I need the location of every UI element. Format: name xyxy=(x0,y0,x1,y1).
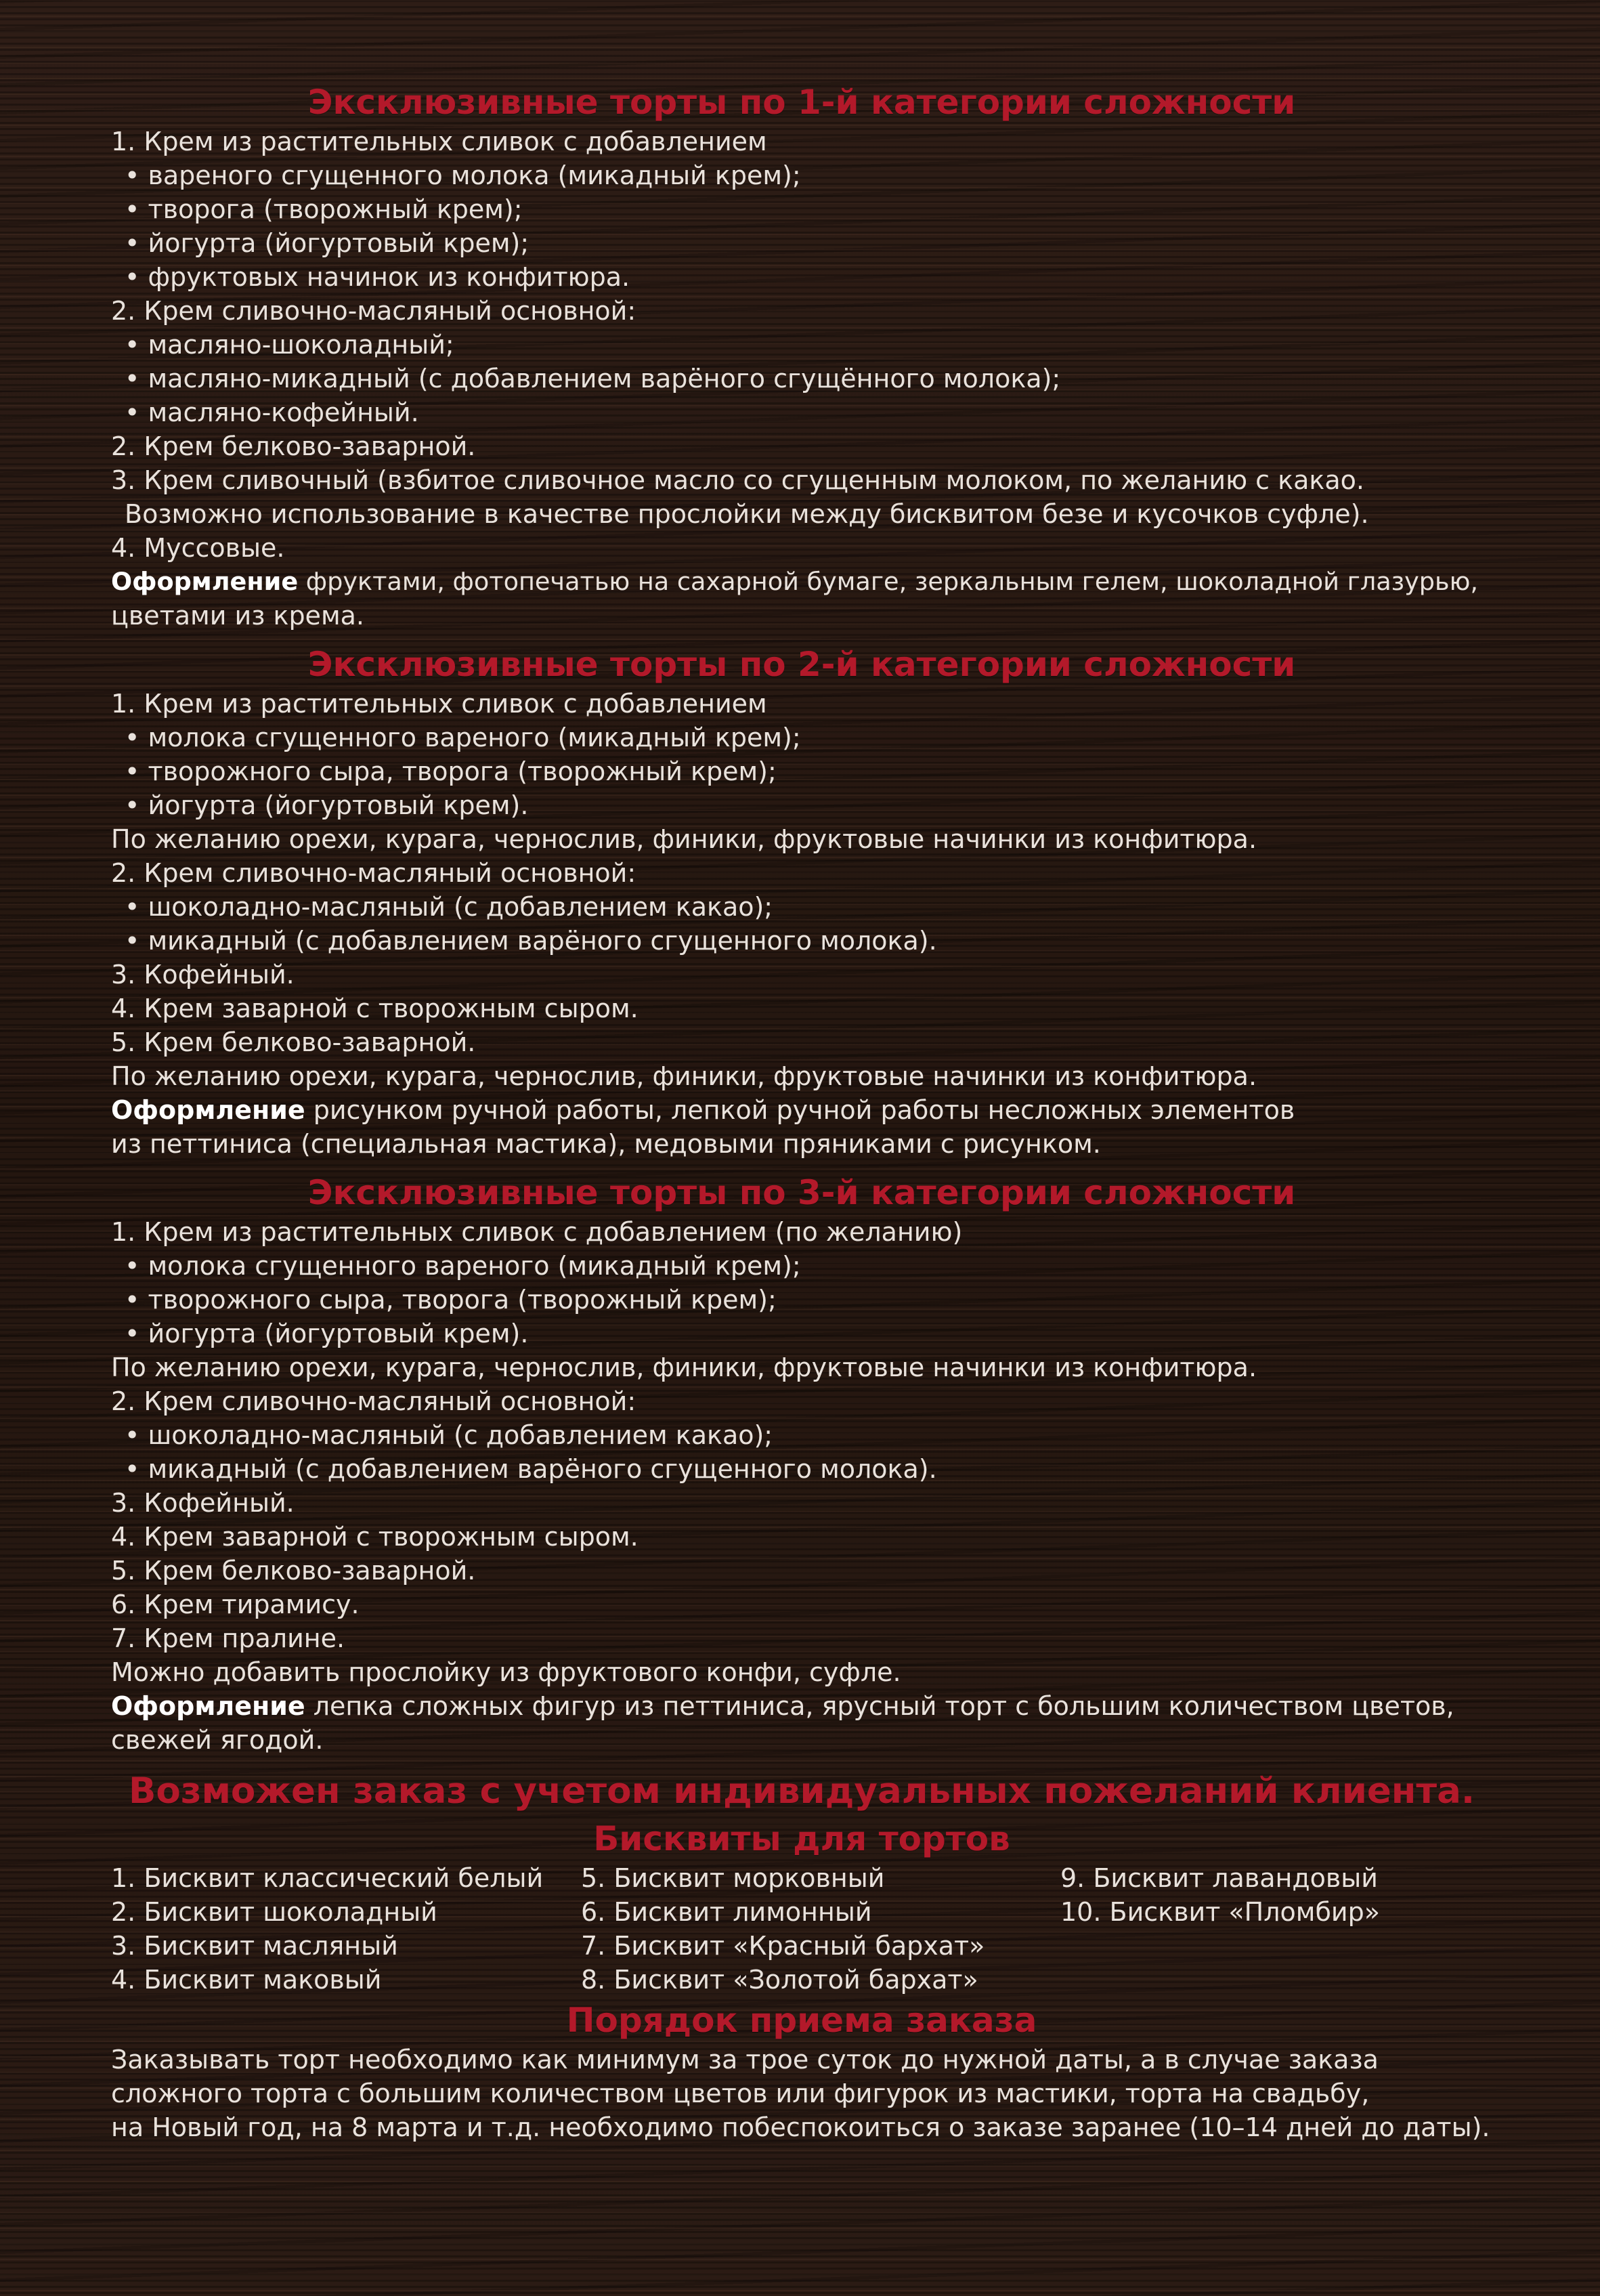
item-text: • шоколадно-масляный (с добавлением какао); xyxy=(125,892,773,922)
sponges-grid xyxy=(111,1861,1492,1997)
bullet-item xyxy=(111,226,1492,260)
sponge-item: 2. Бисквит шоколадный xyxy=(111,1897,437,1927)
item-text: По желанию орехи, курага, чернослив, финики, фруктовые начинки из конфитюра. xyxy=(111,1353,1257,1382)
item-text: 4. Муссовые. xyxy=(111,533,285,563)
custom-order-title: Возможен заказ с учетом индивидуальных пожеланий клиента. xyxy=(128,1770,1475,1812)
bullet-item xyxy=(111,721,1492,754)
list-item xyxy=(111,294,1492,328)
item-text: По желанию орехи, курага, чернослив, финики, фруктовые начинки из конфитюра. xyxy=(111,1061,1257,1091)
section-title: Эксклюзивные торты по 2-й категории сложности xyxy=(307,645,1296,684)
list-item xyxy=(111,125,1492,158)
decoration-text: из петтиниса (специальная мастика), медовыми пряниками с рисунком. xyxy=(111,1129,1101,1159)
item-text: • масляно-микадный (с добавлением варёного сгущённого молока); xyxy=(125,364,1060,394)
sponges-column xyxy=(111,1861,581,1997)
list-item xyxy=(111,429,1492,463)
decoration-line xyxy=(111,1127,1492,1161)
list-item xyxy=(111,856,1492,890)
order-text-line: сложного торта с большим количеством цветов или фигурок из мастики, торта на свадьбу, xyxy=(111,2079,1370,2108)
item-text: 3. Кофейный. xyxy=(111,1488,295,1518)
list-item xyxy=(111,1486,1492,1520)
list-item xyxy=(111,1554,1492,1588)
item-text: • шоколадно-масляный (с добавлением какао); xyxy=(125,1420,773,1450)
list-item xyxy=(111,1621,1492,1655)
sponge-item: 1. Бисквит классический белый xyxy=(111,1863,544,1893)
sponge-item: 8. Бисквит «Золотой бархат» xyxy=(581,1965,978,1995)
sponge-item: 10. Бисквит «Пломбир» xyxy=(1060,1897,1380,1927)
item-text: 2. Крем сливочно-масляный основной: xyxy=(111,296,636,326)
bullet-item xyxy=(111,362,1492,396)
item-text: • творожного сыра, творога (творожный крем); xyxy=(125,757,777,786)
item-text: • масляно-шоколадный; xyxy=(125,330,454,360)
list-item xyxy=(111,1351,1492,1384)
cake-category-section xyxy=(111,1170,1492,1757)
bullet-item xyxy=(111,260,1492,294)
list-item xyxy=(111,463,1492,497)
list-item xyxy=(111,1588,1492,1621)
item-text: 4. Крем заварной с творожным сыром. xyxy=(111,994,639,1023)
decoration-label: Оформление xyxy=(111,1095,305,1125)
sponge-item: 7. Бисквит «Красный бархат» xyxy=(581,1931,985,1961)
bullet-item xyxy=(111,890,1492,924)
item-text: 5. Крем белково-заварной. xyxy=(111,1027,476,1057)
section-title: Эксклюзивные торты по 1-й категории сложности xyxy=(307,83,1296,122)
list-item xyxy=(111,1025,1492,1059)
item-text: Можно добавить прослойку из фруктового конфи, суфле. xyxy=(111,1657,901,1687)
list-item xyxy=(111,822,1492,856)
bullet-item xyxy=(111,924,1492,958)
item-text: 5. Крем белково-заварной. xyxy=(111,1556,476,1586)
list-item xyxy=(111,531,1492,565)
item-text: • молока сгущенного вареного (микадный крем); xyxy=(125,723,801,752)
item-text: 7. Крем пралине. xyxy=(111,1623,345,1653)
bullet-item xyxy=(111,328,1492,362)
order-text-line: Заказывать торт необходимо как минимум за трое суток до нужной даты, а в случае заказа xyxy=(111,2045,1379,2075)
item-text: 1. Крем из растительных сливок с добавлением (по желанию) xyxy=(111,1217,963,1247)
item-text: 3. Кофейный. xyxy=(111,960,295,990)
item-text: 2. Крем сливочно-масляный основной: xyxy=(111,858,636,888)
decoration-line xyxy=(111,1723,1492,1757)
sponge-item: 9. Бисквит лавандовый xyxy=(1060,1863,1378,1893)
bullet-item xyxy=(111,1283,1492,1317)
item-text: 1. Крем из растительных сливок с добавлением xyxy=(111,689,767,719)
sponges-title: Бисквиты для тортов xyxy=(593,1819,1010,1858)
decoration-text: рисунком ручной работы, лепкой ручной работы несложных элементов xyxy=(305,1095,1295,1125)
item-text: Возможно использование в качестве прослойки между бисквитом безе и кусочков суфле). xyxy=(125,499,1369,529)
list-item xyxy=(111,1384,1492,1418)
bullet-item xyxy=(111,192,1492,226)
decoration-text: фруктами, фотопечатью на сахарной бумаге, зеркальным гелем, шоколадной глазурью, xyxy=(298,567,1479,596)
section-title: Эксклюзивные торты по 3-й категории сложности xyxy=(307,1173,1296,1212)
sponges-column xyxy=(581,1861,1060,1997)
item-text: • творога (творожный крем); xyxy=(125,194,523,224)
list-item xyxy=(111,1520,1492,1554)
sponge-item: 6. Бисквит лимонный xyxy=(581,1897,872,1927)
item-text: 2. Крем сливочно-масляный основной: xyxy=(111,1386,636,1416)
cake-category-section xyxy=(111,80,1492,633)
bullet-item xyxy=(111,754,1492,788)
list-item xyxy=(111,687,1492,721)
item-text: 2. Крем белково-заварной. xyxy=(111,431,476,461)
decoration-text: свежей ягодой. xyxy=(111,1725,324,1755)
decoration-label: Оформление xyxy=(111,1691,305,1721)
item-text: • микадный (с добавлением варёного сгущенного молока). xyxy=(125,1454,937,1484)
item-text: По желанию орехи, курага, чернослив, финики, фруктовые начинки из конфитюра. xyxy=(111,824,1257,854)
decoration-line xyxy=(111,1093,1492,1127)
bullet-item xyxy=(111,1249,1492,1283)
sponges-column xyxy=(1060,1861,1467,1997)
decoration-line xyxy=(111,565,1492,599)
sponge-item: 3. Бисквит масляный xyxy=(111,1931,398,1961)
item-text: • творожного сыра, творога (творожный крем); xyxy=(125,1285,777,1315)
cake-category-section xyxy=(111,642,1492,1161)
item-text: 3. Крем сливочный (взбитое сливочное масло со сгущенным молоком, по желанию с какао. xyxy=(111,465,1364,495)
bullet-item xyxy=(111,1317,1492,1351)
item-text: • йогурта (йогуртовый крем). xyxy=(125,790,528,820)
item-text: • микадный (с добавлением варёного сгущенного молока). xyxy=(125,926,937,956)
item-text: • молока сгущенного вареного (микадный крем); xyxy=(125,1251,801,1281)
list-item xyxy=(111,1059,1492,1093)
bullet-item xyxy=(111,396,1492,429)
decoration-line xyxy=(111,599,1492,633)
item-text: • йогурта (йогуртовый крем). xyxy=(125,1319,528,1348)
list-item xyxy=(111,497,1492,531)
sponge-item: 4. Бисквит маковый xyxy=(111,1965,382,1995)
decoration-text: лепка сложных фигур из петтиниса, ярусный торт с большим количеством цветов, xyxy=(305,1691,1454,1721)
decoration-label: Оформление xyxy=(111,567,299,596)
list-item xyxy=(111,1655,1492,1689)
content-area xyxy=(111,80,1492,2144)
list-item xyxy=(111,992,1492,1025)
item-text: • йогурта (йогуртовый крем); xyxy=(125,228,529,258)
list-item xyxy=(111,1215,1492,1249)
decoration-line xyxy=(111,1689,1492,1723)
order-text-line: на Новый год, на 8 марта и т.д. необходимо побеспокоиться о заказе заранее (10–14 дней до даты). xyxy=(111,2112,1490,2142)
order-title: Порядок приема заказа xyxy=(566,2001,1037,2040)
item-text: • масляно-кофейный. xyxy=(125,398,419,427)
list-item xyxy=(111,958,1492,992)
item-text: 4. Крем заварной с творожным сыром. xyxy=(111,1522,639,1552)
item-text: 6. Крем тирамису. xyxy=(111,1590,360,1619)
bullet-item xyxy=(111,1418,1492,1452)
bullet-item xyxy=(111,158,1492,192)
item-text: • фруктовых начинок из конфитюра. xyxy=(125,262,630,292)
item-text: 1. Крем из растительных сливок с добавлением xyxy=(111,127,767,156)
decoration-text: цветами из крема. xyxy=(111,601,364,631)
bullet-item xyxy=(111,788,1492,822)
bullet-item xyxy=(111,1452,1492,1486)
sponge-item: 5. Бисквит морковный xyxy=(581,1863,885,1893)
item-text: • вареного сгущенного молока (микадный крем); xyxy=(125,161,801,190)
